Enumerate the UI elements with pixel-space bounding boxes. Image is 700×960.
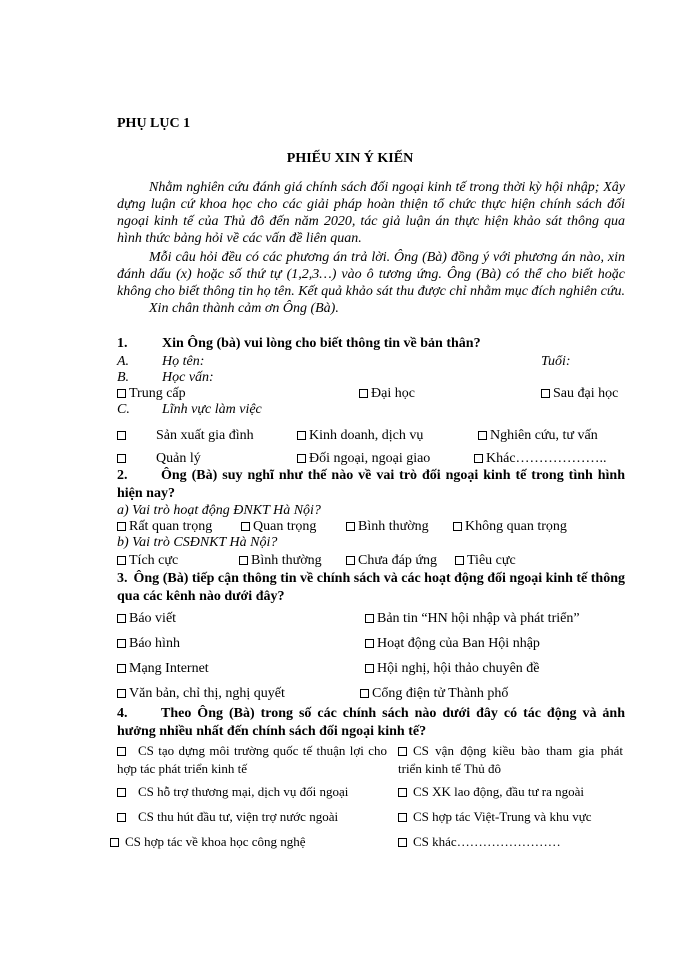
q1-c-label: C. [117, 402, 130, 417]
checkbox-icon[interactable] [346, 556, 355, 565]
q2a-label: a) Vai trò hoạt động ĐNKT Hà Nội? [117, 503, 321, 518]
q3-option-bao-hinh[interactable] [117, 636, 180, 652]
checkbox-icon[interactable] [117, 431, 126, 440]
q4-number: 4. [117, 706, 128, 721]
checkbox-icon[interactable] [117, 389, 126, 398]
checkbox-icon[interactable] [398, 813, 407, 822]
q1-b-label: B. [117, 370, 130, 385]
option-label: Kinh doanh, dịch vụ [309, 428, 424, 443]
checkbox-icon[interactable] [117, 664, 126, 673]
checkbox-icon[interactable] [365, 664, 374, 673]
q2-number: 2. [117, 468, 128, 483]
field-label: Lĩnh vực làm việc [162, 402, 262, 417]
q3-number: 3. [117, 571, 128, 586]
option-label: Quản lý [156, 451, 201, 466]
checkbox-icon[interactable] [241, 522, 250, 531]
option-label: CS hỗ trợ thương mại, dịch vụ đối ngoại [138, 784, 349, 799]
q4-option-moi-truong[interactable] [117, 742, 387, 778]
checkbox-icon[interactable] [297, 431, 306, 440]
appendix-title: PHỤ LỤC 1 [117, 116, 191, 131]
option-label: Mạng Internet [129, 661, 209, 676]
q1-field-row [117, 402, 262, 418]
form-title: PHIẾU XIN Ý KIẾN [286, 151, 414, 166]
checkbox-icon[interactable] [117, 522, 126, 531]
field-option-khac[interactable] [474, 451, 607, 467]
option-label: CS hợp tác về khoa học công nghệ [125, 834, 306, 849]
option-label: CS tạo dựng môi trường quốc tế thuận lợi cho hợp tác phát triển kinh tế [117, 743, 387, 776]
checkbox-icon[interactable] [117, 747, 126, 756]
option-label: Bản tin “HN hội nhập và phát triển” [377, 611, 580, 626]
q1-number: 1. [117, 336, 128, 351]
q4-option-xk-lao-dong[interactable] [398, 783, 623, 801]
option-label: Đại học [371, 386, 415, 401]
q2a-option-rat-quan-trong[interactable] [117, 519, 212, 535]
field-option-kinh-doanh[interactable] [297, 428, 423, 444]
intro-paragraph-2: Mỗi câu hỏi đều có các phương án trả lời. Ông (Bà) đồng ý với phương án nào, xin đánh dấu (x) hoặc số thứ tự (1,2,3…) vào ô tương ứng. Ông (Bà) có thể cho biết hoặc không cho biết thông tin họ tên. Kết quả khảo sát thu được chỉ nhằm mục đích nghiên cứu. [117, 250, 625, 299]
q3-option-internet[interactable] [117, 661, 209, 677]
field-option-nghien-cuu[interactable] [478, 428, 598, 444]
option-label: Tích cực [129, 553, 179, 568]
name-field-label: Họ tên: [162, 354, 205, 369]
checkbox-icon[interactable] [398, 788, 407, 797]
q2b-option-chua-dap-ung[interactable] [346, 553, 437, 569]
edu-option-trung-cap[interactable] [117, 386, 186, 402]
q3-option-bao-viet[interactable] [117, 611, 176, 627]
checkbox-icon[interactable] [360, 689, 369, 698]
checkbox-icon[interactable] [365, 614, 374, 623]
education-label: Học vấn: [162, 370, 214, 385]
q3-option-hoi-nghi[interactable] [365, 661, 540, 677]
q2b-option-tich-cuc[interactable] [117, 553, 178, 569]
q4-option-viet-trung[interactable] [398, 808, 623, 826]
q2-text: Ông (Bà) suy nghĩ như thế nào về vai trò đối ngoại kinh tế trong tình hình hiện nay? [117, 468, 625, 501]
option-label: Bình thường [358, 519, 429, 534]
checkbox-icon[interactable] [346, 522, 355, 531]
checkbox-icon[interactable] [455, 556, 464, 565]
q2a-option-binh-thuong[interactable] [346, 519, 429, 535]
field-option-doi-ngoai[interactable] [297, 451, 430, 467]
option-label: CS khác…………………… [413, 834, 561, 849]
checkbox-icon[interactable] [474, 454, 483, 463]
option-label: CS XK lao động, đầu tư ra ngoài [413, 784, 584, 799]
checkbox-icon[interactable] [297, 454, 306, 463]
option-label: CS vận động kiều bào tham gia phát triển kinh tế Thủ đô [398, 743, 623, 776]
option-label: Báo hình [129, 636, 180, 651]
checkbox-icon[interactable] [117, 689, 126, 698]
checkbox-icon[interactable] [110, 838, 119, 847]
checkbox-icon[interactable] [117, 813, 126, 822]
q1-text: Xin Ông (bà) vui lòng cho biết thông tin về bản thân? [162, 336, 481, 351]
q1-education-row [117, 370, 214, 386]
field-option-san-xuat[interactable] [117, 428, 254, 444]
q2b-option-tieu-cuc[interactable] [455, 553, 516, 569]
checkbox-icon[interactable] [117, 788, 126, 797]
q1-name-row [117, 354, 204, 370]
option-label: Rất quan trọng [129, 519, 213, 534]
option-label: Nghiên cứu, tư vấn [490, 428, 598, 443]
q3-text: Ông (Bà) tiếp cận thông tin về chính sách và các hoạt động đối ngoại kinh tế thông qua các kênh nào dưới đây? [117, 571, 625, 604]
option-label: Sản xuất gia đình [156, 428, 254, 443]
checkbox-icon[interactable] [117, 556, 126, 565]
intro-section [117, 179, 625, 317]
checkbox-icon[interactable] [365, 639, 374, 648]
q1-heading [117, 336, 481, 352]
q1-a-label: A. [117, 354, 130, 369]
checkbox-icon[interactable] [398, 838, 407, 847]
option-label: CS hợp tác Việt-Trung và khu vực [413, 809, 592, 824]
option-label: Quan trọng [253, 519, 317, 534]
q3-option-ban-hoi-nhap[interactable] [365, 636, 540, 652]
q2a-option-khong-quan-trong[interactable] [453, 519, 567, 535]
option-label: Tiêu cực [467, 553, 516, 568]
q3-heading [117, 570, 625, 606]
option-label: Không quan trọng [465, 519, 567, 534]
q3-option-van-ban[interactable] [117, 686, 285, 702]
option-label: Trung cấp [129, 386, 186, 401]
option-label: Đối ngoại, ngoại giao [309, 451, 431, 466]
q2-heading [117, 467, 625, 503]
option-label: Chưa đáp ứng [358, 553, 437, 568]
option-label: CS thu hút đầu tư, viện trợ nước ngoài [138, 809, 339, 824]
checkbox-icon[interactable] [117, 614, 126, 623]
checkbox-icon[interactable] [541, 389, 550, 398]
option-label: Cổng điện tử Thành phố [372, 686, 509, 701]
q4-option-thuong-mai[interactable] [117, 783, 387, 801]
checkbox-icon[interactable] [478, 431, 487, 440]
q2b-label: b) Vai trò CSĐNKT Hà Nội? [117, 535, 278, 550]
q4-option-thu-hut-dau-tu[interactable] [117, 808, 387, 826]
q4-heading [117, 705, 625, 741]
intro-paragraph-1: Nhằm nghiên cứu đánh giá chính sách đối ngoại kinh tế trong thời kỳ hội nhập; Xây dựng luận cứ khoa học cho các giải pháp hoàn thiện tổ chức thực hiện chính sách đối ngoại kinh tế của Thủ đô đến năm 2020, tác giả luận án thực hiện khảo sát thông qua hình thức bảng hỏi về các vấn đề liên quan. [117, 180, 625, 246]
q2a-option-quan-trong[interactable] [241, 519, 316, 535]
checkbox-icon[interactable] [453, 522, 462, 531]
option-label: Văn bản, chỉ thị, nghị quyết [129, 686, 285, 701]
edu-option-dai-hoc[interactable] [359, 386, 415, 402]
q4-option-khac[interactable] [398, 833, 623, 851]
checkbox-icon[interactable] [398, 747, 407, 756]
option-label: Sau đại học [553, 386, 619, 401]
field-option-quan-ly[interactable] [117, 451, 201, 467]
q4-option-kieu-bao[interactable] [398, 742, 623, 778]
checkbox-icon[interactable] [239, 556, 248, 565]
option-label: Hoạt động của Ban Hội nhập [377, 636, 540, 651]
checkbox-icon[interactable] [117, 639, 126, 648]
option-label: Báo viết [129, 611, 177, 626]
intro-thanks: Xin chân thành cảm ơn Ông (Bà). [149, 301, 339, 316]
age-field-label: Tuổi: [541, 354, 571, 369]
option-label: Hội nghị, hội thảo chuyên đề [377, 661, 540, 676]
q4-option-khoa-hoc[interactable] [110, 833, 390, 851]
q3-option-ban-tin[interactable] [365, 611, 580, 627]
option-label: Bình thường [251, 553, 322, 568]
q4-text: Theo Ông (Bà) trong số các chính sách nào dưới đây có tác động và ảnh hưởng nhiều nhất đến chính sách đối ngoại kinh tế? [117, 706, 625, 739]
q3-option-cong-dien-tu[interactable] [360, 686, 508, 702]
option-label: Khác……………….. [486, 451, 607, 466]
checkbox-icon[interactable] [117, 454, 126, 463]
q2b-option-binh-thuong[interactable] [239, 553, 322, 569]
checkbox-icon[interactable] [359, 389, 368, 398]
edu-option-sau-dai-hoc[interactable] [541, 386, 618, 402]
